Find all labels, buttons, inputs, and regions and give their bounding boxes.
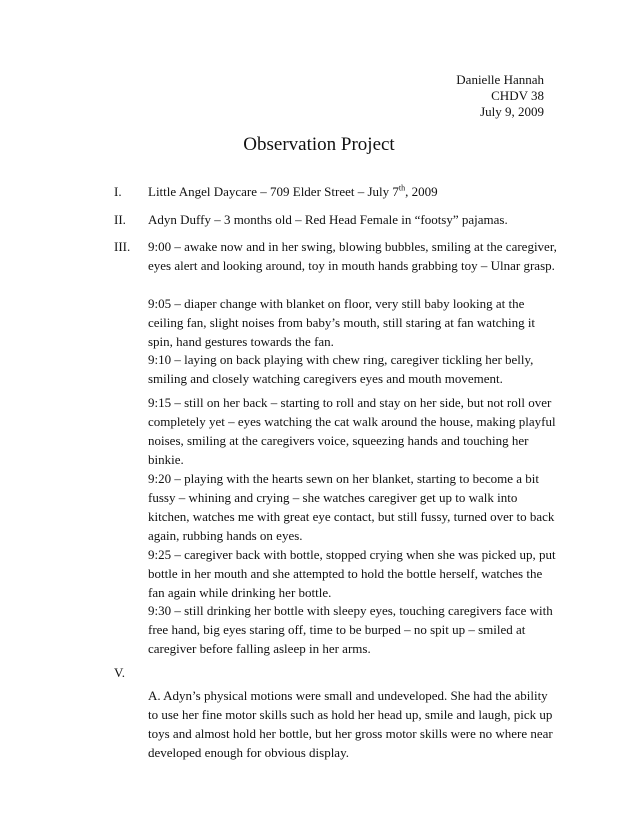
observation-entry-0905	[148, 294, 548, 351]
entry-line: 9:30 – still drinking her bottle with sleepy eyes, touching caregivers face with	[148, 603, 553, 618]
entry-line: again, rubbing hands on eyes.	[148, 528, 303, 543]
entry-line: bottle in her mouth and she attempted to hold the bottle herself, watches the	[148, 566, 543, 581]
observation-entry-0900	[148, 237, 557, 275]
author-name: Danielle Hannah	[456, 72, 544, 87]
analysis-paragraph-a	[148, 686, 553, 762]
entry-line: free hand, big eyes staring off, time to be burped – no spit up – smiled at	[148, 622, 526, 637]
document-title: Observation Project	[243, 134, 395, 155]
entry-line: smiling and closely watching caregivers eyes and mouth movement.	[148, 371, 503, 386]
entry-line: kitchen, watches me with great eye contact, but still fussy, turned over to back	[148, 509, 555, 524]
paragraph-line: developed enough for obvious display.	[148, 745, 349, 760]
entry-line: fussy – whining and crying – she watches caregiver get up to walk into	[148, 490, 518, 505]
entry-line: 9:00 – awake now and in her swing, blowing bubbles, smiling at the caregiver,	[148, 239, 557, 254]
section-numeral-5: V.	[114, 665, 125, 680]
paragraph-line: to use her fine motor skills such as hold her head up, smile and laugh, pick up	[148, 707, 553, 722]
entry-line: caregiver before falling asleep in her arms.	[148, 641, 371, 656]
entry-line: fan again while drinking her bottle.	[148, 585, 332, 600]
course-code: CHDV 38	[491, 88, 544, 103]
entry-line: 9:25 – caregiver back with bottle, stopped crying when she was picked up, put	[148, 547, 556, 562]
section-text-1	[148, 182, 558, 201]
year-text: , 2009	[405, 184, 438, 199]
author-header	[456, 72, 544, 120]
entry-line: noises, smiling at the caregivers voice, squeezing hands and touching her	[148, 433, 529, 448]
entry-line: 9:05 – diaper change with blanket on floor, very still baby looking at the	[148, 296, 525, 311]
entry-line: binkie.	[148, 452, 184, 467]
observation-entry-0920	[148, 469, 555, 545]
entry-line: 9:20 – playing with the hearts sewn on her blanket, starting to become a bit	[148, 471, 539, 486]
section-numeral-2: II.	[114, 212, 126, 227]
entry-line: 9:15 – still on her back – starting to roll and stay on her side, but not roll over	[148, 395, 552, 410]
entry-line: ceiling fan, slight noises from baby’s mouth, still staring at fan watching it	[148, 315, 536, 330]
date-superscript: th	[398, 183, 406, 193]
header-date: July 9, 2009	[480, 104, 544, 119]
paragraph-line: toys and almost hold her bottle, but her gross motor skills were no where near	[148, 726, 553, 741]
entry-line: eyes alert and looking around, toy in mouth hands grabbing toy – Ulnar grasp.	[148, 258, 555, 273]
entry-line: 9:10 – laying on back playing with chew ring, caregiver tickling her belly,	[148, 352, 534, 367]
entry-line: completely yet – eyes watching the cat walk around the house, making playful	[148, 414, 556, 429]
location-text: Little Angel Daycare – 709 Elder Street – July 7	[148, 184, 399, 199]
observation-entry-0910	[148, 350, 548, 388]
observation-entry-0930	[148, 601, 553, 658]
entry-line: spin, hand gestures towards the fan.	[148, 334, 334, 349]
paragraph-line: A. Adyn’s physical motions were small and undeveloped. She had the ability	[148, 688, 548, 703]
observation-entry-0915	[148, 393, 556, 469]
section-numeral-3: III.	[114, 239, 131, 254]
section-text-2: Adyn Duffy – 3 months old – Red Head Female in “footsy” pajamas.	[148, 212, 508, 227]
observation-entry-0925	[148, 545, 556, 602]
section-numeral-1: I.	[114, 184, 122, 199]
